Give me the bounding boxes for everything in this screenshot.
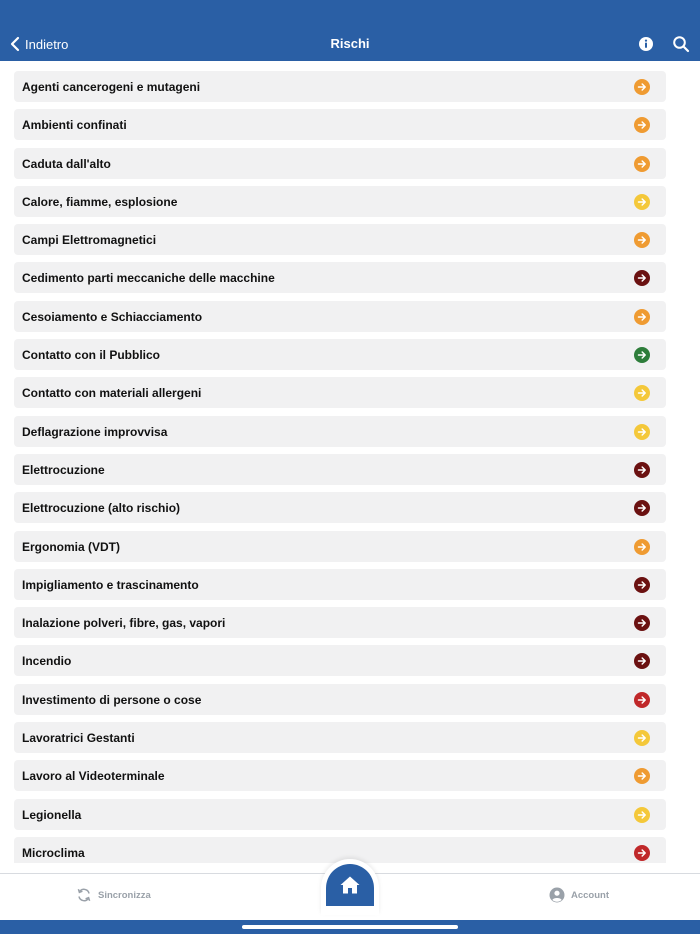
arrow-right-icon[interactable]	[634, 692, 650, 708]
sync-icon	[76, 887, 92, 903]
risk-label: Caduta dall'alto	[22, 156, 111, 171]
risk-label: Elettrocuzione (alto rischio)	[22, 501, 181, 516]
risk-row[interactable]	[14, 760, 666, 791]
risk-label: Impigliamento e trascinamento	[22, 577, 199, 592]
risk-label: Cedimento parti meccaniche delle macchine	[22, 271, 275, 286]
risk-row[interactable]	[14, 722, 666, 753]
arrow-right-icon[interactable]	[634, 845, 650, 861]
info-icon[interactable]	[637, 35, 655, 53]
home-button[interactable]	[326, 864, 374, 906]
arrow-right-icon[interactable]	[634, 385, 650, 401]
risk-label: Calore, fiamme, esplosione	[22, 194, 178, 209]
risk-label: Campi Elettromagnetici	[22, 233, 157, 248]
risk-label: Incendio	[22, 654, 72, 669]
arrow-right-icon[interactable]	[634, 462, 650, 478]
account-label: Account	[571, 889, 609, 901]
sync-label: Sincronizza	[98, 889, 151, 901]
risk-row[interactable]	[14, 224, 666, 255]
risk-row[interactable]	[14, 799, 666, 830]
arrow-right-icon[interactable]	[634, 117, 650, 133]
arrow-right-icon[interactable]	[634, 539, 650, 555]
risk-label: Inalazione polveri, fibre, gas, vapori	[22, 616, 226, 631]
risk-label: Lavoratrici Gestanti	[22, 731, 135, 746]
risk-row[interactable]	[14, 684, 666, 715]
risk-row[interactable]	[14, 377, 666, 408]
risk-label: Agenti cancerogeni e mutageni	[22, 80, 201, 94]
risk-label: Cesoiamento e Schiacciamento	[22, 309, 203, 324]
risk-row[interactable]	[14, 645, 666, 676]
arrow-right-icon[interactable]	[634, 768, 650, 784]
risk-label: Lavoro al Videoterminale	[22, 769, 165, 784]
home-indicator	[242, 925, 458, 929]
risk-label: Microclima	[22, 845, 85, 860]
arrow-right-icon[interactable]	[634, 309, 650, 325]
arrow-right-icon[interactable]	[634, 347, 650, 363]
tab-account[interactable]	[549, 886, 609, 904]
risk-row[interactable]	[14, 607, 666, 638]
arrow-right-icon[interactable]	[634, 615, 650, 631]
arrow-right-icon[interactable]	[634, 730, 650, 746]
risk-row[interactable]	[14, 109, 666, 140]
risk-row[interactable]	[14, 454, 666, 485]
risk-row[interactable]	[14, 262, 666, 293]
arrow-right-icon[interactable]	[634, 194, 650, 210]
arrow-right-icon[interactable]	[634, 577, 650, 593]
arrow-right-icon[interactable]	[634, 79, 650, 95]
risk-label: Contatto con materiali allergeni	[22, 386, 202, 401]
arrow-right-icon[interactable]	[634, 807, 650, 823]
arrow-right-icon[interactable]	[634, 270, 650, 286]
risk-label: Investimento di persone o cose	[22, 692, 202, 707]
arrow-right-icon[interactable]	[634, 653, 650, 669]
risk-row[interactable]	[14, 71, 666, 102]
risk-row[interactable]	[14, 339, 666, 370]
risk-row[interactable]	[14, 569, 666, 600]
header-bar	[0, 0, 700, 61]
risk-row[interactable]	[14, 186, 666, 217]
arrow-right-icon[interactable]	[634, 424, 650, 440]
risk-row[interactable]	[14, 492, 666, 523]
risk-row[interactable]	[14, 148, 666, 179]
back-label: Indietro	[25, 36, 69, 52]
risk-row[interactable]	[14, 301, 666, 332]
risk-row[interactable]	[14, 416, 666, 447]
home-icon	[339, 875, 361, 895]
search-icon[interactable]	[672, 35, 690, 53]
arrow-right-icon[interactable]	[634, 156, 650, 172]
arrow-right-icon[interactable]	[634, 232, 650, 248]
tab-sync[interactable]	[76, 886, 151, 904]
risk-label: Ergonomia (VDT)	[22, 539, 120, 554]
risk-row[interactable]	[14, 837, 666, 863]
account-icon	[549, 887, 565, 903]
risk-label: Ambienti confinati	[22, 118, 127, 133]
risk-label: Elettrocuzione	[22, 462, 105, 477]
page-title: Rischi	[330, 36, 370, 51]
risk-label: Contatto con il Pubblico	[22, 348, 160, 363]
risk-list	[14, 71, 666, 863]
risk-label: Legionella	[22, 807, 82, 822]
arrow-right-icon[interactable]	[634, 500, 650, 516]
risk-row[interactable]	[14, 531, 666, 562]
risk-label: Deflagrazione improvvisa	[22, 424, 168, 439]
